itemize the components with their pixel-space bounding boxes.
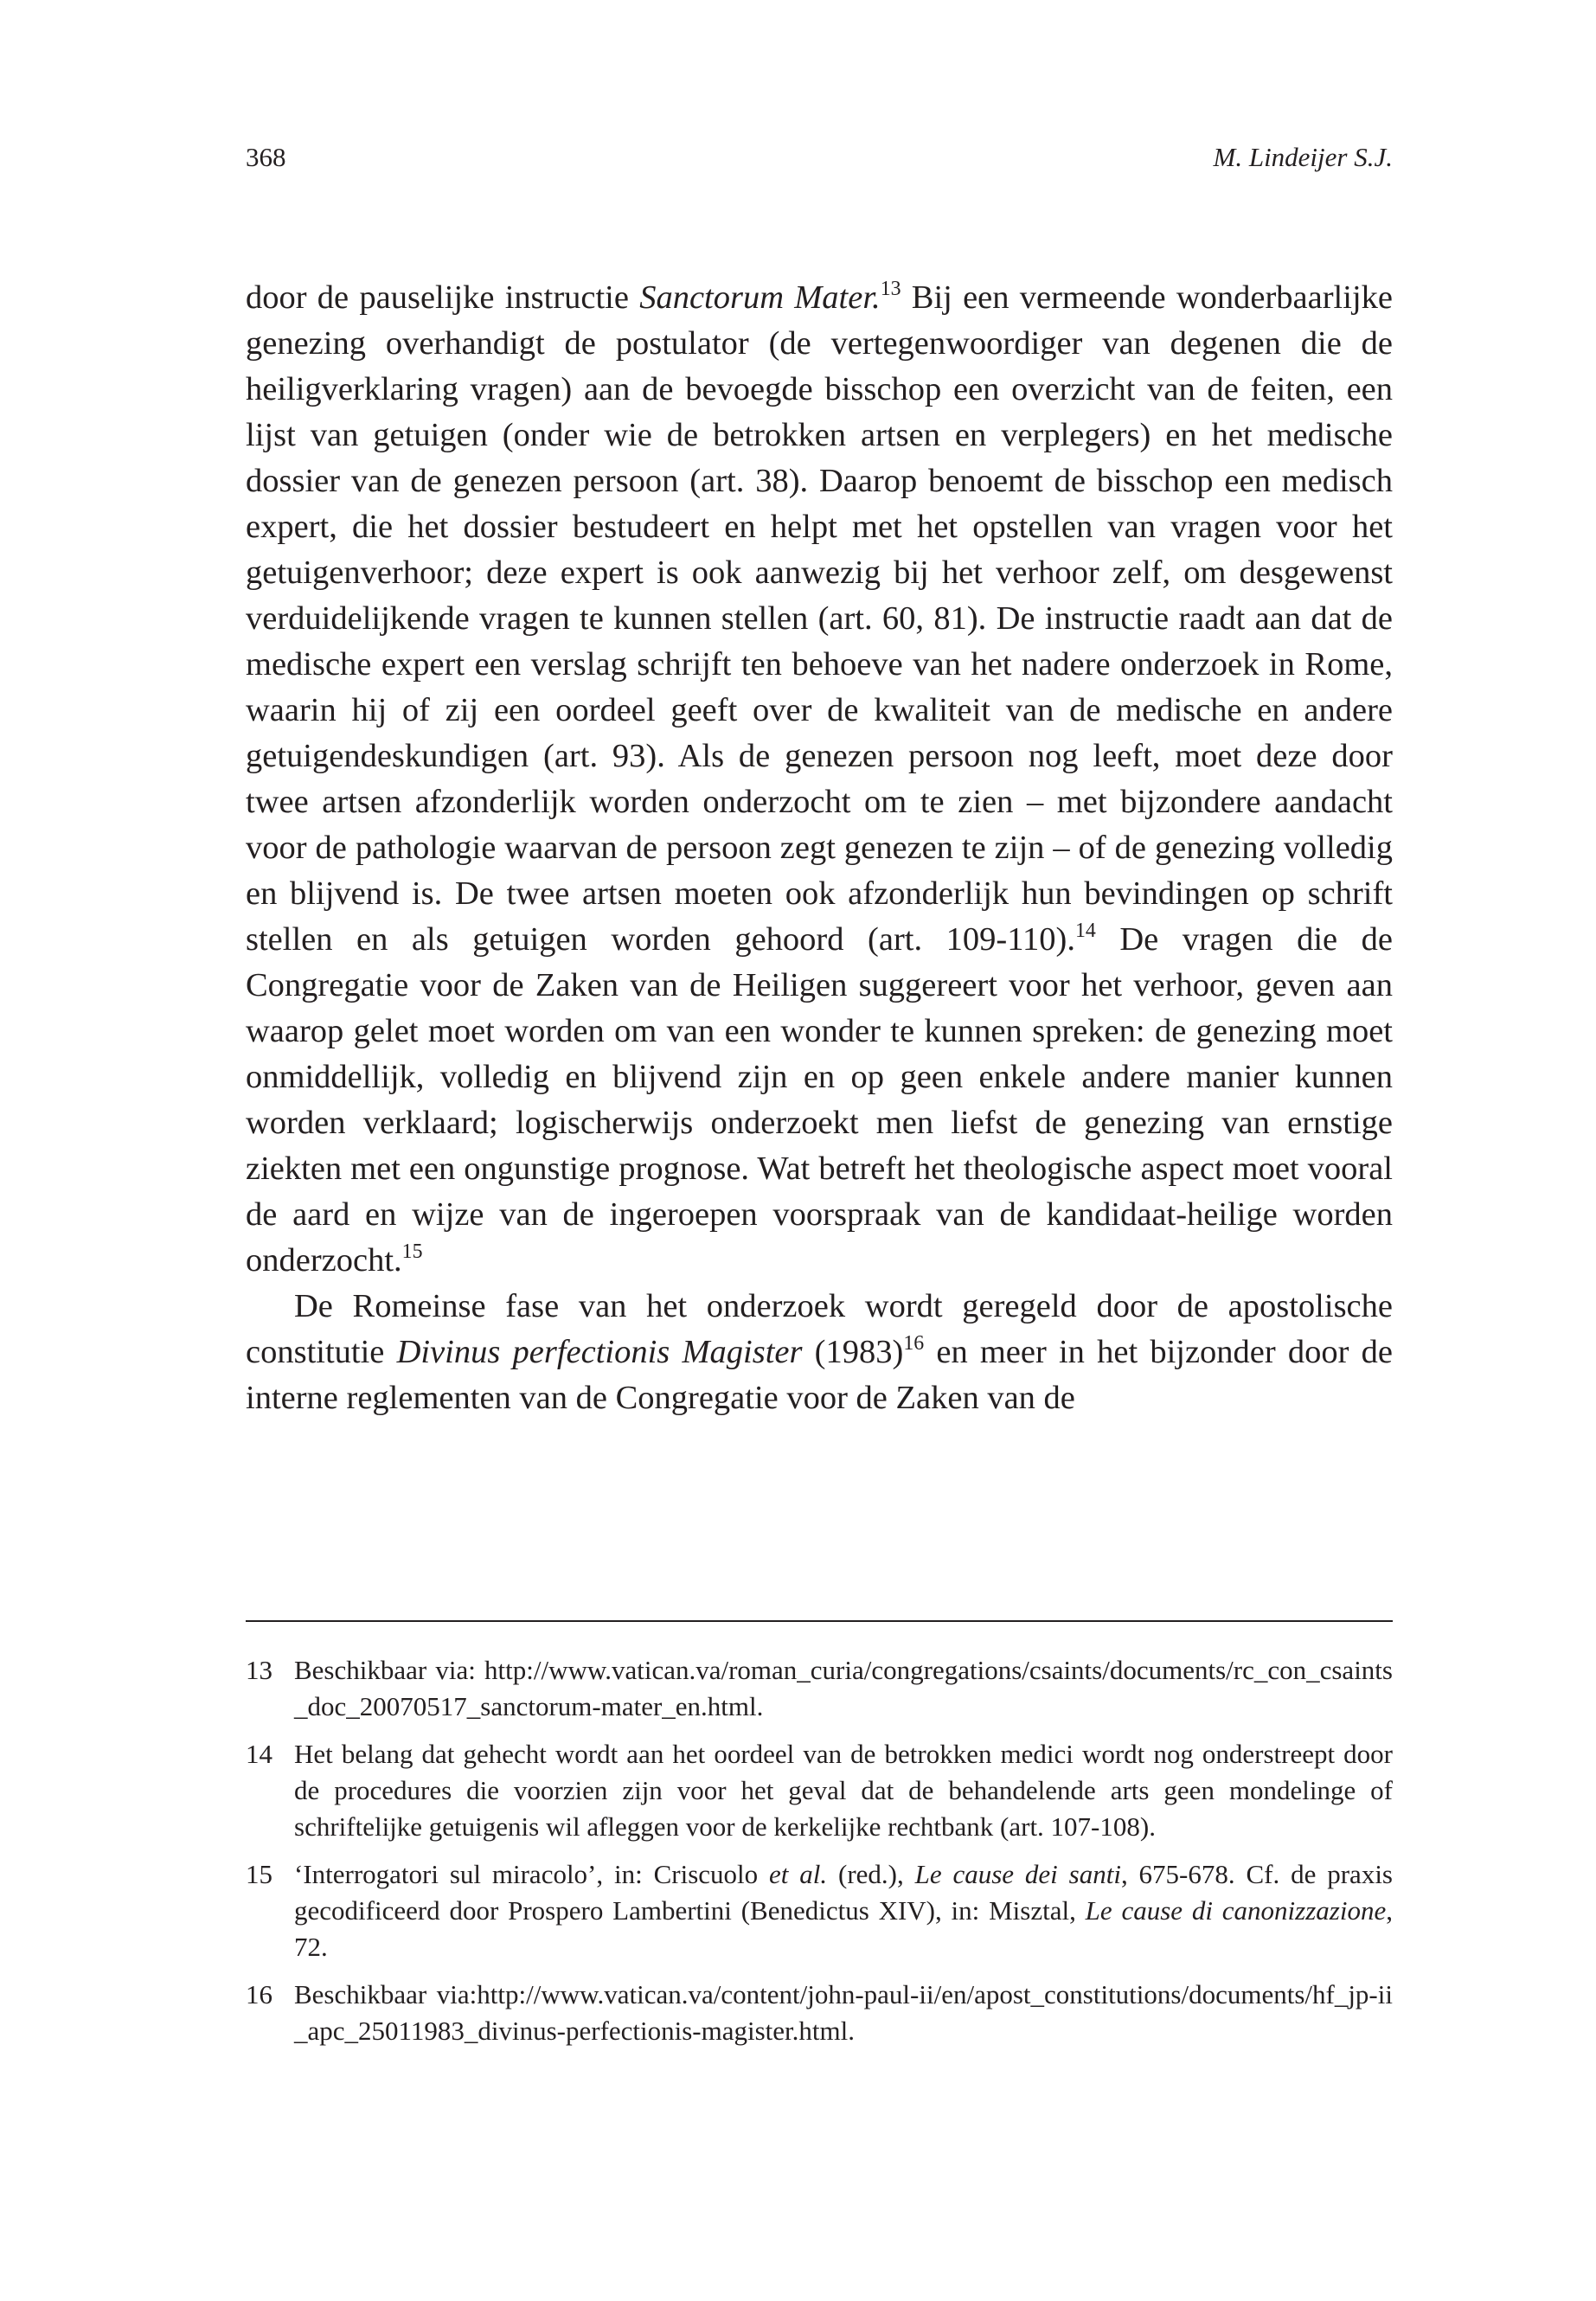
title-le-cause-dei-santi: Le cause dei santi xyxy=(914,1859,1121,1889)
title-divinus-perfectionis: Divinus perfectionis Magister xyxy=(396,1334,803,1370)
footnote-13 xyxy=(246,1652,1393,1725)
footnotes xyxy=(246,1652,1393,2061)
footnote-number: 16 xyxy=(246,1979,272,2009)
title-sanctorum-mater: Sanctorum Mater. xyxy=(639,279,881,316)
italic-run: et al. xyxy=(769,1859,828,1889)
text-run: De vragen die de Congregatie voor de Zaken van de Heiligen suggereert voor het verhoor, geven aan waarop gelet moet worden om van een wonder te kunnen spreken: de genezing moet onmiddellijk, volledig en blijvend zijn en op geen enkele andere manier kunnen worden verklaard; logischerwijs onderzoekt men liefst de genezing van ernstige ziekten met een ongunstige prognose. Wat betreft het theologische aspect moet vooral de aard en wijze van de ingeroepen voorspraak van de kandidaat-heilige worden onderzocht. xyxy=(246,921,1393,1279)
page-number: 368 xyxy=(246,142,286,172)
text-run: ‘Interrogatori sul miracolo’, in: Criscuolo xyxy=(294,1859,770,1889)
footnote-16 xyxy=(246,1977,1393,2049)
footnote-ref-13: 13 xyxy=(880,278,901,301)
running-header xyxy=(246,140,1393,175)
footnote-ref-14: 14 xyxy=(1074,920,1096,943)
footnote-text xyxy=(294,1856,1393,1965)
body-text xyxy=(246,275,1393,1421)
footnote-ref-16: 16 xyxy=(903,1332,925,1356)
text-run: (1983) xyxy=(802,1334,904,1370)
text-run: , 72. xyxy=(294,1895,1393,1962)
paragraph-2 xyxy=(246,1284,1393,1421)
footnote-number: 14 xyxy=(246,1739,272,1769)
paragraph-1 xyxy=(246,275,1393,1284)
footnote-15 xyxy=(246,1856,1393,1965)
footnote-text: Beschikbaar via:http://www.vatican.va/content/john-paul-ii/en/apost_constitutions/documents/hf_jp-ii_apc_25011983_divinus-perfectionis-magister.html. xyxy=(294,1979,1393,2046)
text-run: De Romeinse fase van het onderzoek wordt geregeld door de apostolische constitutie xyxy=(246,1288,1393,1370)
footnote-number: 15 xyxy=(246,1859,272,1889)
footnote-ref-15: 15 xyxy=(401,1240,423,1264)
footnote-divider xyxy=(246,1620,1393,1622)
footnote-number: 13 xyxy=(246,1655,272,1685)
text-run: Bij een vermeende wonderbaarlijke genezing overhandigt de postulator (de vertegenwoordiger van degenen die de heiligverklaring vragen) aan de bevoegde bisschop een overzicht van de feiten, een lijst van getuigen (onder wie de betrokken artsen en verplegers) en het medische dossier van de genezen persoon (art. 38). Daarop benoemt de bisschop een medisch expert, die het dossier bestudeert en helpt met het opstellen van vragen voor het getuigenverhoor; deze expert is ook aanwezig bij het verhoor zelf, om desgewenst verduidelijkende vragen te kunnen stellen (art. 60, 81). De instructie raadt aan dat de medische expert een verslag schrijft ten behoeve van het nadere onderzoek in Rome, waarin hij of zij een oordeel geeft over de kwaliteit van de medische en andere getuigendeskundigen (art. 93). Als de genezen persoon nog leeft, moet deze door twee artsen afzonderlijk worden onderzocht om te zien – met bijzondere aandacht voor de pathologie waarvan de persoon zegt genezen te zijn – of de genezing volledig en blijvend is. De twee artsen moeten ook afzonderlijk hun bevindingen op schrift stellen en als getuigen worden gehoord (art. 109-110). xyxy=(246,279,1393,958)
text-run: door de pauselijke instructie xyxy=(246,279,640,316)
text-run: (red.), xyxy=(827,1859,915,1889)
footnote-text: Het belang dat gehecht wordt aan het oordeel van de betrokken medici wordt nog onderstreept door de procedures die voorzien zijn voor het geval dat de behandelende arts geen mondelinge of schriftelijke getuigenis wil afleggen voor de kerkelijke rechtbank (art. 107-108). xyxy=(294,1739,1393,1842)
running-author: M. Lindeijer S.J. xyxy=(1213,142,1393,172)
text-run: , 675-678. Cf. de praxis gecodificeerd door Prospero Lambertini (Benedictus XIV), in: Misztal, xyxy=(294,1859,1393,1926)
footnote-text: Beschikbaar via: http://www.vatican.va/roman_curia/congregations/csaints/documents/rc_con_csaints_doc_20070517_sanctorum-mater_en.html. xyxy=(294,1655,1393,1721)
footnote-14 xyxy=(246,1736,1393,1845)
title-le-cause-di-canonizzazione: Le cause di canonizzazione xyxy=(1085,1895,1387,1926)
text-run: en meer in het bijzonder door de interne reglementen van de Congregatie voor de Zaken van de xyxy=(246,1334,1393,1416)
